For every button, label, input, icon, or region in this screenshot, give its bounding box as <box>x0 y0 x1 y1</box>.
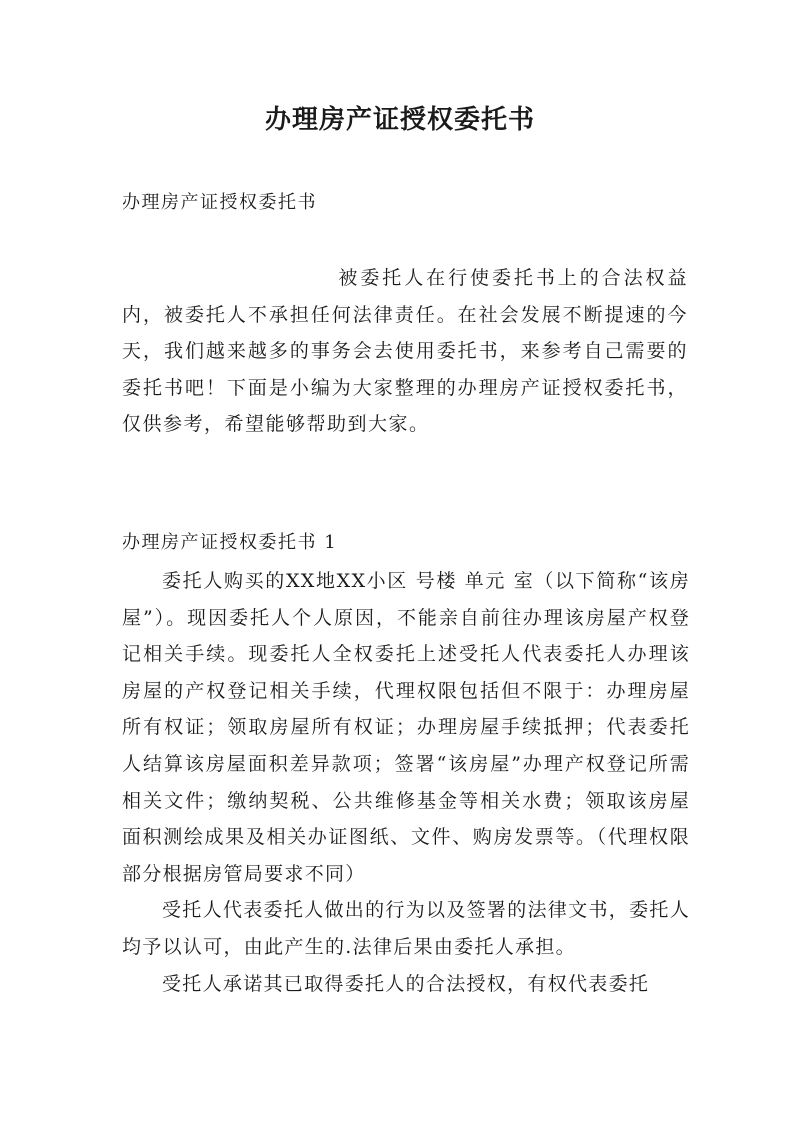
intro-text: 被委托人在行使委托书上的合法权益内，被委托人不承担任何法律责任。在社会发展不断提速的今天，我们越来越多的事务会去使用委托书，来参考自己需要的委托书吧！下面是小编为大家整理的办理房产证授权委托书，仅供参考，希望能够帮助到大家。 <box>122 267 688 436</box>
document-subtitle: 办理房产证授权委托书 <box>122 192 317 213</box>
intro-paragraph <box>122 260 688 443</box>
body-paragraph: 委托人购买的XX地XX小区 号楼 单元 室（以下简称“该房屋”）。现因委托人个人原因，不能亲自前往办理该房屋产权登记相关手续。现委托人全权委托上述受托人代表委托人办理该房屋的产权登记相关手续，代理权限包括但不限于：办理房屋所有权证；领取房屋所有权证；办理房屋手续抵押；代表委托人结算该房屋面积差异款项；签署“该房屋”办理产权登记所需相关文件；缴纳契税、公共维修基金等相关水费；领取该房屋面积测绘成果及相关办证图纸、文件、购房发票等。（代理权限部分根据房管局要求不同） <box>122 570 690 885</box>
section-heading: 办理房产证授权委托书 1 <box>122 532 338 553</box>
body-text <box>122 563 690 1002</box>
document-title: 办理房产证授权委托书 <box>264 105 535 135</box>
body-paragraph: 受托人承诺其已取得委托人的合法授权，有权代表委托 <box>162 972 650 995</box>
body-paragraph: 受托人代表委托人做出的行为以及签署的法律文书，委托人均予以认可，由此产生的.法律后果由委托人承担。 <box>122 899 690 958</box>
